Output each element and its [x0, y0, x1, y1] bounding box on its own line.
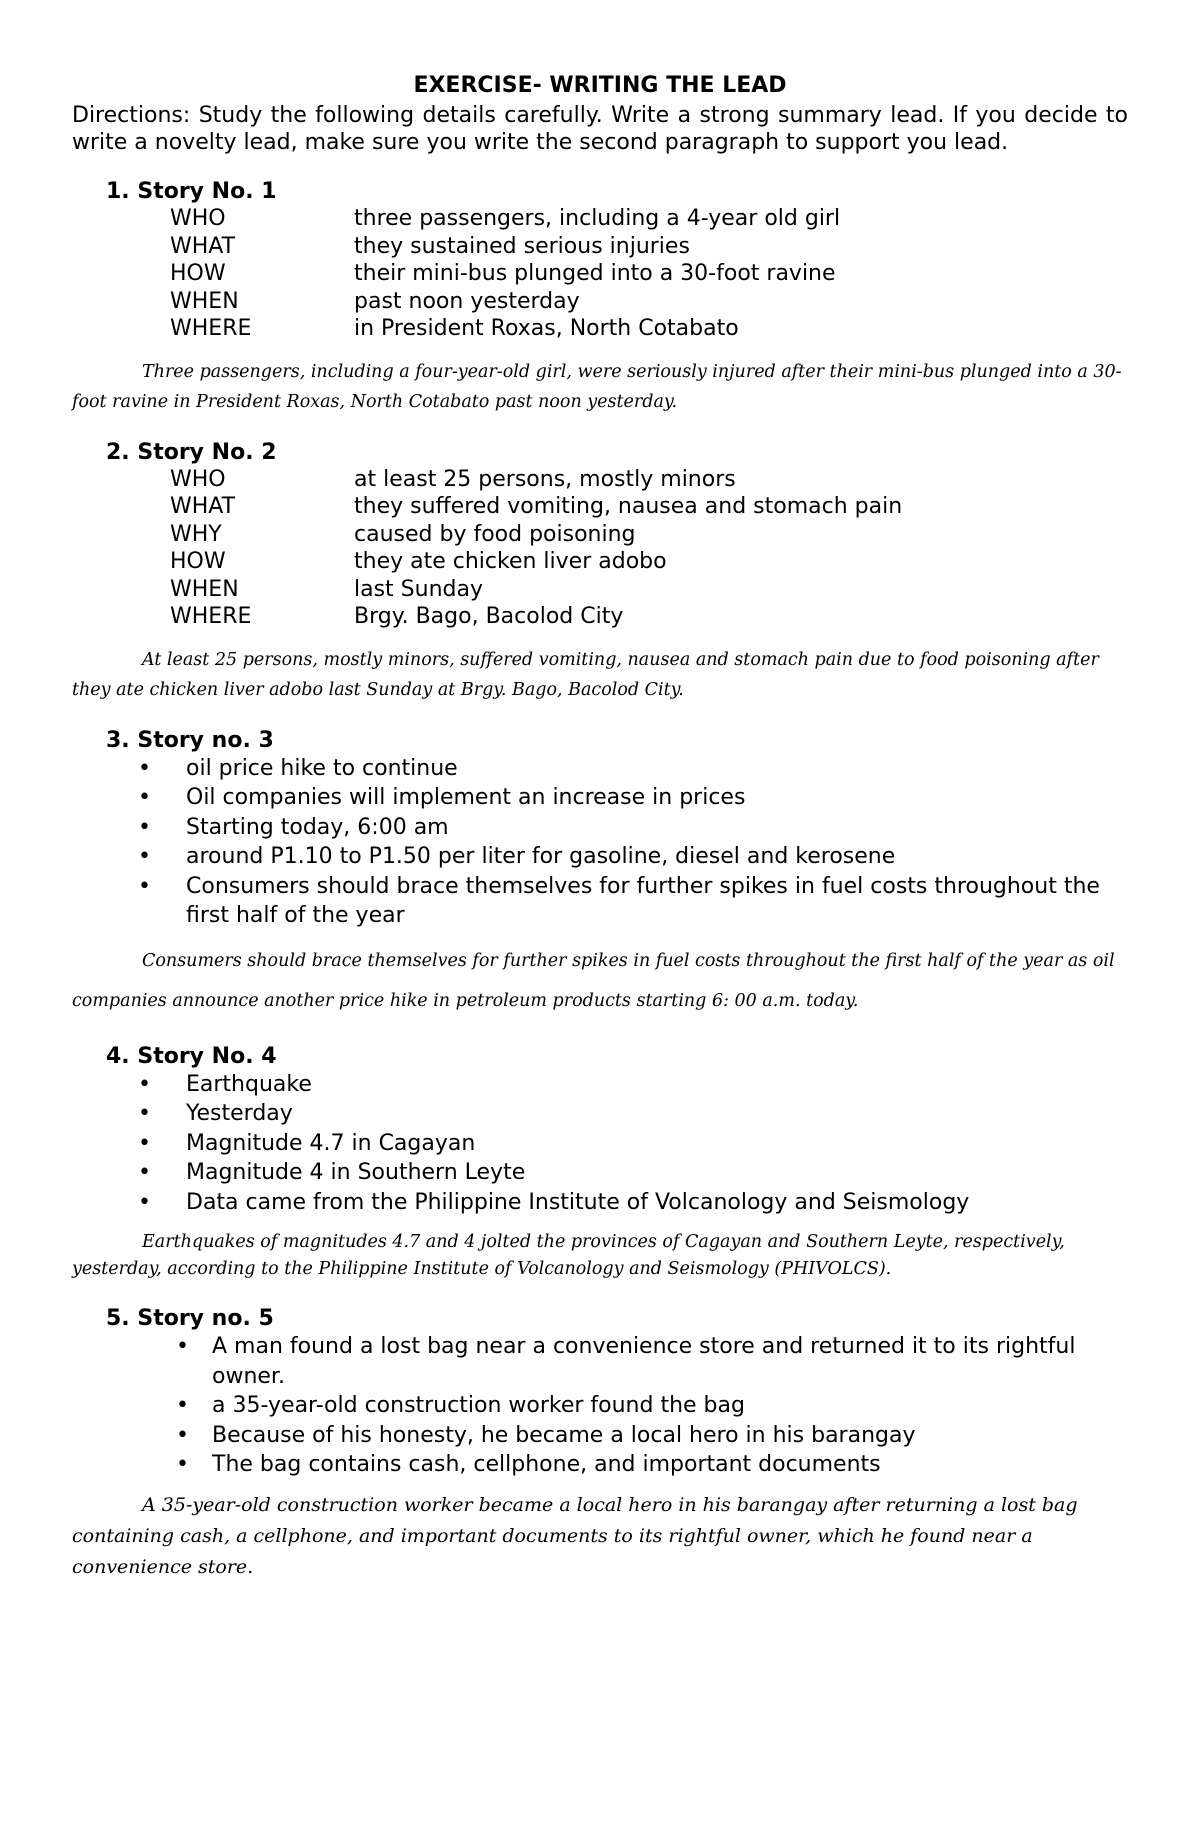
facts-table — [170, 205, 1128, 343]
list-item — [72, 783, 1128, 813]
bullet-icon: • — [176, 1393, 189, 1418]
story-2 — [72, 439, 1128, 705]
fact-row — [170, 493, 1128, 521]
fact-key: HOW — [170, 549, 226, 574]
fact-value: past noon yesterday — [354, 288, 580, 314]
fact-row — [170, 260, 1128, 288]
bullet-icon: • — [138, 1160, 151, 1185]
story-title: Story no. 5 — [137, 1306, 274, 1331]
story-1 — [72, 178, 1128, 417]
sample-lead: A 35-year-old construction worker became a local hero in his barangay after returning a lost bag containing cash, a cellphone, and important documents to its rightful owner, which he found near a convenience store. — [72, 1493, 1078, 1578]
bullet-icon: • — [138, 755, 151, 781]
bullet-text: Magnitude 4.7 in Cagayan — [186, 1130, 476, 1156]
fact-row — [170, 548, 1128, 576]
list-item — [72, 1070, 1128, 1100]
bullet-list — [72, 754, 1128, 931]
story-heading — [106, 439, 1128, 466]
fact-key: WHY — [170, 521, 222, 547]
list-item — [72, 1188, 1128, 1218]
bullet-text: a 35-year-old construction worker found the bag — [212, 1393, 745, 1418]
fact-row — [170, 603, 1128, 631]
fact-value: they ate chicken liver adobo — [354, 549, 667, 574]
fact-value: last Sunday — [354, 576, 483, 602]
fact-key: HOW — [170, 261, 226, 286]
fact-key: WHERE — [170, 604, 252, 629]
story-number: 4. — [106, 1043, 130, 1069]
fact-key: WHERE — [170, 316, 252, 341]
fact-value: three passengers, including a 4-year old girl — [354, 206, 841, 231]
story-heading — [106, 1305, 1128, 1332]
sample-lead: Three passengers, including a four-year-old girl, were seriously injured after their mini-bus plunged into a 30-foot ravine in President Roxas, North Cotabato past noon yesterday. — [72, 361, 1122, 412]
story-5 — [72, 1305, 1128, 1583]
fact-key: WHAT — [170, 494, 236, 519]
bullet-text: Magnitude 4 in Southern Leyte — [186, 1160, 526, 1185]
story-number: 2. — [106, 439, 130, 465]
story-title: Story No. 4 — [137, 1043, 277, 1069]
bullet-icon: • — [176, 1334, 189, 1359]
fact-value: caused by food poisoning — [354, 521, 636, 547]
bullet-text: Consumers should brace themselves for further spikes in fuel costs throughout the first half of the year — [186, 873, 1100, 928]
bullet-text: Because of his honesty, he became a local hero in his barangay — [212, 1422, 916, 1448]
fact-value: Brgy. Bago, Bacolod City — [354, 604, 624, 629]
bullet-text: The bag contains cash, cellphone, and important documents — [212, 1452, 881, 1477]
bullet-text: Starting today, 6:00 am — [186, 814, 449, 840]
bullet-text: oil price hike to continue — [186, 755, 458, 781]
list-item — [72, 754, 1128, 784]
list-item — [72, 872, 1128, 931]
sample-lead: Consumers should brace themselves for further spikes in fuel costs throughout the first half of the year as oil companies announce another price hike in petroleum products starting 6: 00 a.m. today. — [72, 950, 1115, 1011]
bullet-icon: • — [138, 1101, 151, 1126]
fact-row — [170, 466, 1128, 494]
sample-lead: Earthquakes of magnitudes 4.7 and 4 jolted the provinces of Cagayan and Southern Leyte, respectively, yesterday, according to the Philippine Institute of Volcanology and Seismology (PHIVOLCS). — [72, 1232, 1065, 1279]
story-number: 1. — [106, 179, 130, 204]
list-item — [72, 1421, 1128, 1451]
bullet-text: A man found a lost bag near a convenience store and returned it to its rightful owner. — [212, 1334, 1076, 1389]
list-item — [72, 1129, 1128, 1159]
fact-row — [170, 576, 1128, 604]
bullet-text: Oil companies will implement an increase in prices — [186, 785, 746, 810]
list-item — [72, 1332, 1128, 1391]
story-4 — [72, 1043, 1128, 1284]
facts-table — [170, 466, 1128, 631]
bullet-text: around P1.10 to P1.50 per liter for gasoline, diesel and kerosene — [186, 844, 896, 869]
bullet-icon: • — [138, 1130, 151, 1156]
bullet-list — [72, 1332, 1128, 1480]
bullet-icon: • — [138, 844, 151, 869]
sample-lead: At least 25 persons, mostly minors, suffered vomiting, nausea and stomach pain due to food poisoning after they ate chicken liver adobo last Sunday at Brgy. Bago, Bacolod City. — [72, 649, 1099, 700]
bullet-icon: • — [138, 1071, 151, 1097]
list-item — [72, 1391, 1128, 1421]
fact-value: they sustained serious injuries — [354, 233, 690, 259]
bullet-icon: • — [176, 1422, 189, 1448]
story-3 — [72, 727, 1128, 1021]
fact-row — [170, 288, 1128, 316]
fact-value: they suffered vomiting, nausea and stomach pain — [354, 494, 903, 519]
story-title: Story no. 3 — [137, 727, 274, 753]
bullet-icon: • — [138, 873, 151, 899]
story-number: 5. — [106, 1306, 130, 1331]
bullet-icon: • — [138, 785, 151, 810]
fact-key: WHEN — [170, 288, 239, 314]
list-item — [72, 842, 1128, 872]
document-title: EXERCISE- WRITING THE LEAD — [413, 73, 787, 98]
directions-text: Directions: Study the following details carefully. Write a strong summary lead. If you decide to write a novelty lead, make sure you write the second paragraph to support you lead. — [72, 103, 1128, 155]
fact-value: their mini-bus plunged into a 30-foot ravine — [354, 261, 836, 286]
story-number: 3. — [106, 727, 130, 753]
bullet-icon: • — [176, 1452, 189, 1477]
story-title: Story No. 1 — [137, 179, 277, 204]
story-title: Story No. 2 — [137, 439, 277, 465]
fact-row — [170, 233, 1128, 261]
bullet-text: Data came from the Philippine Institute of Volcanology and Seismology — [186, 1189, 970, 1215]
bullet-text: Earthquake — [186, 1071, 312, 1097]
fact-value: in President Roxas, North Cotabato — [354, 316, 739, 341]
list-item — [72, 1450, 1128, 1480]
fact-row — [170, 205, 1128, 233]
fact-key: WHO — [170, 206, 226, 231]
story-heading — [106, 1043, 1128, 1070]
fact-key: WHO — [170, 466, 226, 492]
fact-key: WHAT — [170, 233, 236, 259]
story-heading — [106, 178, 1128, 205]
list-item — [72, 1099, 1128, 1129]
bullet-icon: • — [138, 814, 151, 840]
list-item — [72, 1158, 1128, 1188]
fact-key: WHEN — [170, 576, 239, 602]
story-heading — [106, 727, 1128, 754]
bullet-text: Yesterday — [186, 1101, 293, 1126]
list-item — [72, 813, 1128, 843]
fact-row — [170, 315, 1128, 343]
fact-row — [170, 521, 1128, 549]
bullet-icon: • — [138, 1189, 151, 1215]
fact-value: at least 25 persons, mostly minors — [354, 466, 736, 492]
bullet-list — [72, 1070, 1128, 1218]
